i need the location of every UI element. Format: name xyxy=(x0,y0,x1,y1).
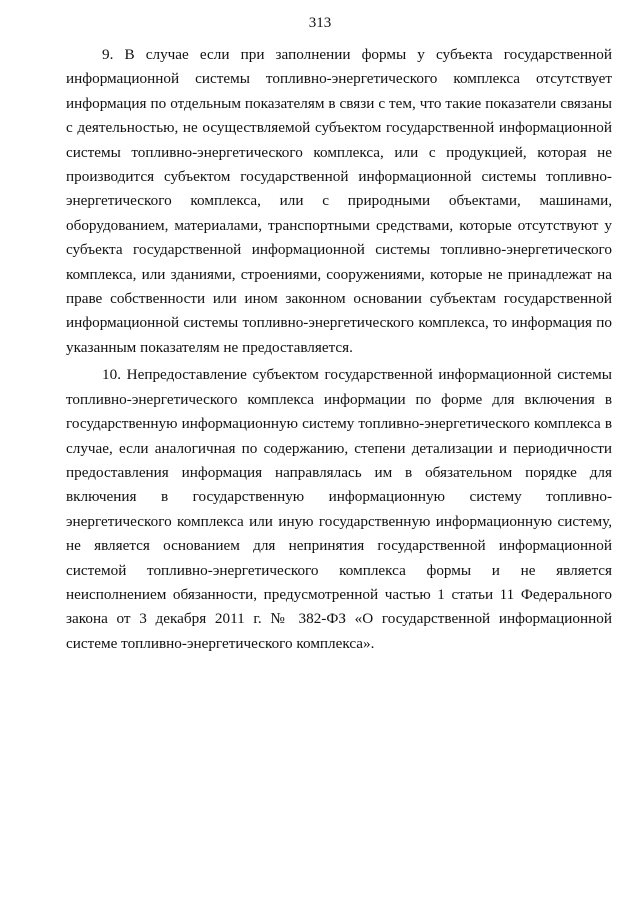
page-number: 313 xyxy=(308,15,332,31)
paragraph-10: 10. Непредоставление субъектом государственной информационной системы топливно-энергетического комплекса информации по форме для включения в государственную информационную систему топливно-энергетического комплекса в случае, если аналогичная по содержанию, степени детализации и периодичности предоставления информация направлялась им в обязательном порядке для включения в государственную информационную систему топливно-энергетического комплекса или иную государственную информационную систему, не является основанием для непринятия государственной информационной системой топливно-энергетического комплекса формы и не является неисполнением обязанности, предусмотренной частью 1 статьи 11 Федерального закона от 3 декабря 2011 г. № 382-ФЗ «О государственной информационной системе топливно-энергетического комплекса». xyxy=(66,366,612,652)
document-body xyxy=(66,43,612,656)
paragraph-9: 9. В случае если при заполнении формы у субъекта государственной информационной системы топливно-энергетического комплекса отсутствует информация по отдельным показателям в связи с тем, что такие показатели связаны с деятельностью, не осуществляемой субъектом государственной информационной системы топливно-энергетического комплекса, или с продукцией, которая не производится субъектом государственной информационной системы топливно-энергетического комплекса, или с природными объектами, машинами, оборудованием, материалами, транспортными средствами, которые отсутствуют у субъекта государственной информационной системы топливно-энергетического комплекса, или зданиями, строениями, сооружениями, которые не принадлежат на праве собственности или ином законном основании субъектам государственной информационной системы топливно-энергетического комплекса, то информация по указанным показателям не предоставляется. xyxy=(66,46,612,356)
